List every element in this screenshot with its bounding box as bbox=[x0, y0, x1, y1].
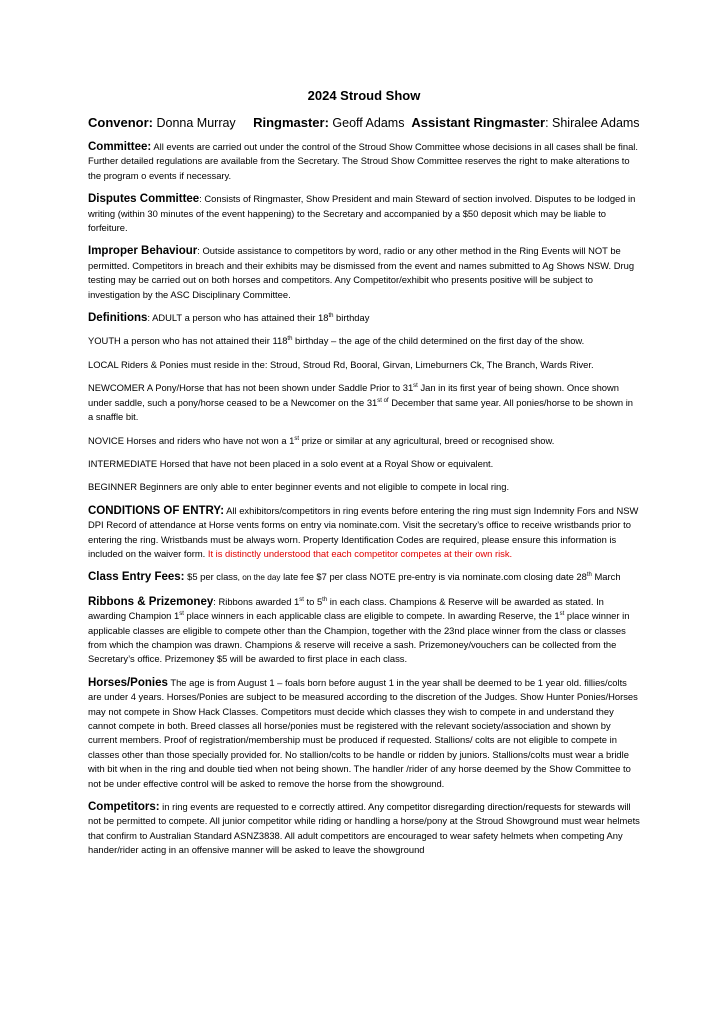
behaviour-text: : Outside assistance to competitors by word, radio or any other method in the Ring Events will NOT be permitted. Competitors in breach and their exhibits may be dismissed from the event and names submitted to Ag Shows NSW. Drug testing may be carried out on both horses and competitors. Any Competitor/exhibit who presents positive will be subject to investigation by the ASC Disciplinary Committee. bbox=[88, 245, 635, 300]
ringmaster-name: Geoff Adams bbox=[332, 116, 405, 130]
competitors-paragraph bbox=[88, 800, 640, 858]
horses-heading: Horses/Ponies bbox=[88, 676, 168, 689]
fees-text-small: , on the day bbox=[237, 573, 281, 583]
ribbons-sup-3: st bbox=[179, 611, 184, 618]
competitors-heading: Competitors: bbox=[88, 801, 160, 814]
novice-sup: st bbox=[294, 435, 300, 442]
committee-paragraph bbox=[88, 140, 640, 183]
fees-text-b: late fee $7 per class NOTE pre-entry is via nominate.com closing date 28 bbox=[280, 571, 587, 583]
novice-text-a: NOVICE Horses and riders who have not won a 1 bbox=[88, 434, 295, 446]
novice-text-b: prize or similar at any agricultural, breed or recognised show. bbox=[299, 434, 555, 446]
conditions-risk-warning: It is distinctly understood that each competitor competes at their own risk. bbox=[207, 547, 513, 559]
fees-paragraph bbox=[88, 570, 640, 585]
behaviour-paragraph bbox=[88, 244, 640, 302]
conditions-text: All exhibitors/competitors in ring events before entering the ring must sign Indemnity Fors and NSW DPI Record of attendance at Horse vents forms on entry via nominate.com. Visit the secretary’s office to receive wristbands prior to entering the ring. Wristbands must be always worn. Property Identification Codes are required, please ensure this information is included on the waiver form. bbox=[88, 504, 639, 559]
ribbons-text-a: : Ribbons awarded 1 bbox=[213, 595, 300, 607]
disputes-heading: Disputes Committee bbox=[88, 193, 200, 206]
horses-paragraph bbox=[88, 676, 640, 791]
conditions-paragraph bbox=[88, 504, 640, 562]
ringmaster-label: Ringmaster: bbox=[253, 115, 329, 130]
definitions-heading: Definitions bbox=[88, 312, 148, 325]
fees-text-a: $5 per class bbox=[184, 571, 238, 583]
adult-sup: th bbox=[328, 312, 334, 319]
behaviour-heading: Improper Behaviour bbox=[88, 245, 198, 258]
horses-text: The age is from August 1 – foals born before august 1 in the year shall be deemed to be 1 year old. fillies/colts are under 4 years. Horses/Ponies are subject to be measured according to the discretion of the Judges. Show Hunter Ponies/Horses may not compete in Show Hack Classes. Competitors must decide which classes they wish to compete in and understand they cannot compete in both. Breed classes all horse/ponies must be registered with the relevant society/association and shown by current members. Proof of registration/membership must be produced if requested. Stallions/ colts are not eligible to compete in classes other than those specially provided for. No stallion/colts to be handle or ridden by juniors. Stallions/colts must wear a bridle with bit when in the ring and double tied when not being shown. The handler /rider of any horse deemed by the Show Committee to not be under effective control will be asked to remove the horse from the showground. bbox=[88, 676, 638, 789]
fees-sup: th bbox=[586, 572, 592, 579]
ribbons-text-c: in each class. Champions & Reserve will be awarded as stated. In awarding Champion 1 bbox=[88, 595, 604, 622]
ribbons-sup-4: st bbox=[559, 611, 565, 618]
document-page bbox=[88, 88, 640, 867]
newcomer-text-c: December that same year. All ponies/horse to be shown in a snaffle bit. bbox=[88, 396, 633, 423]
youth-sup: th bbox=[287, 336, 293, 343]
newcomer-text-b: Jan in its first year of being shown. Once shown under saddle, such a pony/horse ceased to be a Newcomer on the 31 bbox=[88, 382, 619, 408]
disputes-text: : Consists of Ringmaster, Show President and main Steward of section involved. Disputes to be lodged in writing (within 30 minutes of the event happening) to the Secretary and accompanied by a $50 deposit which may be liable to forfeiture. bbox=[88, 193, 636, 234]
ribbons-sup-1: st bbox=[299, 596, 304, 603]
definitions-beginner: BEGINNER Beginners are only able to enter beginner events and not eligible to compete in local ring. bbox=[88, 481, 510, 493]
adult-text-b: birthday bbox=[333, 312, 370, 324]
definitions-novice bbox=[88, 434, 640, 448]
disputes-paragraph bbox=[88, 192, 640, 235]
definitions-local: LOCAL Riders & Ponies must reside in the: Stroud, Stroud Rd, Booral, Girvan, Limeburners Ck, The Branch, Wards River. bbox=[88, 358, 594, 370]
document-title: 2024 Stroud Show bbox=[307, 88, 421, 103]
youth-text-a: YOUTH a person who has not attained their 118 bbox=[88, 335, 288, 347]
officials-line bbox=[88, 115, 640, 130]
ribbons-text-b: to 5 bbox=[303, 595, 323, 607]
fees-text-c: March bbox=[591, 571, 621, 583]
convenor-name: Donna Murray bbox=[156, 116, 236, 130]
ribbons-sup-2: th bbox=[322, 596, 328, 603]
ribbons-text-e: place winner in applicable classes are eligible to compete other than the Champion, together with the 23nd place winner from the class or classes from which the champion was drawn. Champions & reserve will receive a sash. Prizemoney/vouchers can be collected from the Secretary’s office. Prizemoney $5 will be awarded to first place in each class. bbox=[88, 610, 630, 665]
newcomer-sup-1: st bbox=[413, 383, 418, 390]
assistant-ringmaster-label: Assistant Ringmaster bbox=[411, 115, 546, 130]
youth-text-b: birthday – the age of the child determined on the first day of the show. bbox=[292, 335, 585, 347]
convenor-label: Convenor: bbox=[88, 115, 153, 130]
definitions-adult bbox=[88, 311, 640, 325]
definitions-intermediate: INTERMEDIATE Horsed that have not been placed in a solo event at a Royal Show or equivalent. bbox=[88, 457, 494, 469]
definitions-youth bbox=[88, 334, 640, 348]
newcomer-sup-2: st of bbox=[377, 397, 389, 404]
definitions-newcomer bbox=[88, 381, 640, 424]
ribbons-heading: Ribbons & Prizemoney bbox=[88, 595, 214, 608]
conditions-heading: CONDITIONS OF ENTRY: bbox=[88, 504, 225, 517]
adult-text-a: : ADULT a person who has attained their 18 bbox=[147, 312, 329, 324]
competitors-text: in ring events are requested to e correctly attired. Any competitor disregarding direction/requests for stewards will not be permitted to compete. All junior competitor while riding or handling a horse/pony at the Stroud Showground must wear helmets that confirm to Australian Standard ASNZ3838. All adult competitors are encouraged to wear safety helmets when competing Any hander/rider acting in an offensive manner will be asked to leave the showground bbox=[88, 801, 640, 856]
fees-heading: Class Entry Fees: bbox=[88, 571, 185, 584]
assistant-ringmaster-name: : Shiralee Adams bbox=[545, 116, 640, 130]
committee-heading: Committee: bbox=[88, 141, 152, 153]
newcomer-text-a: NEWCOMER A Pony/Horse that has not been shown under Saddle Prior to 31 bbox=[88, 382, 414, 394]
ribbons-text-d: place winners in each applicable class are eligible to compete. In awarding Reserve, the 1 bbox=[183, 610, 560, 622]
ribbons-paragraph bbox=[88, 595, 640, 667]
committee-text: All events are carried out under the control of the Stroud Show Committee whose decisions in all cases shall be final. Further detailed regulations are available from the Secretary. The Stroud Show Committee reserves the right to make alterations to the program o events if necessary. bbox=[88, 141, 638, 181]
